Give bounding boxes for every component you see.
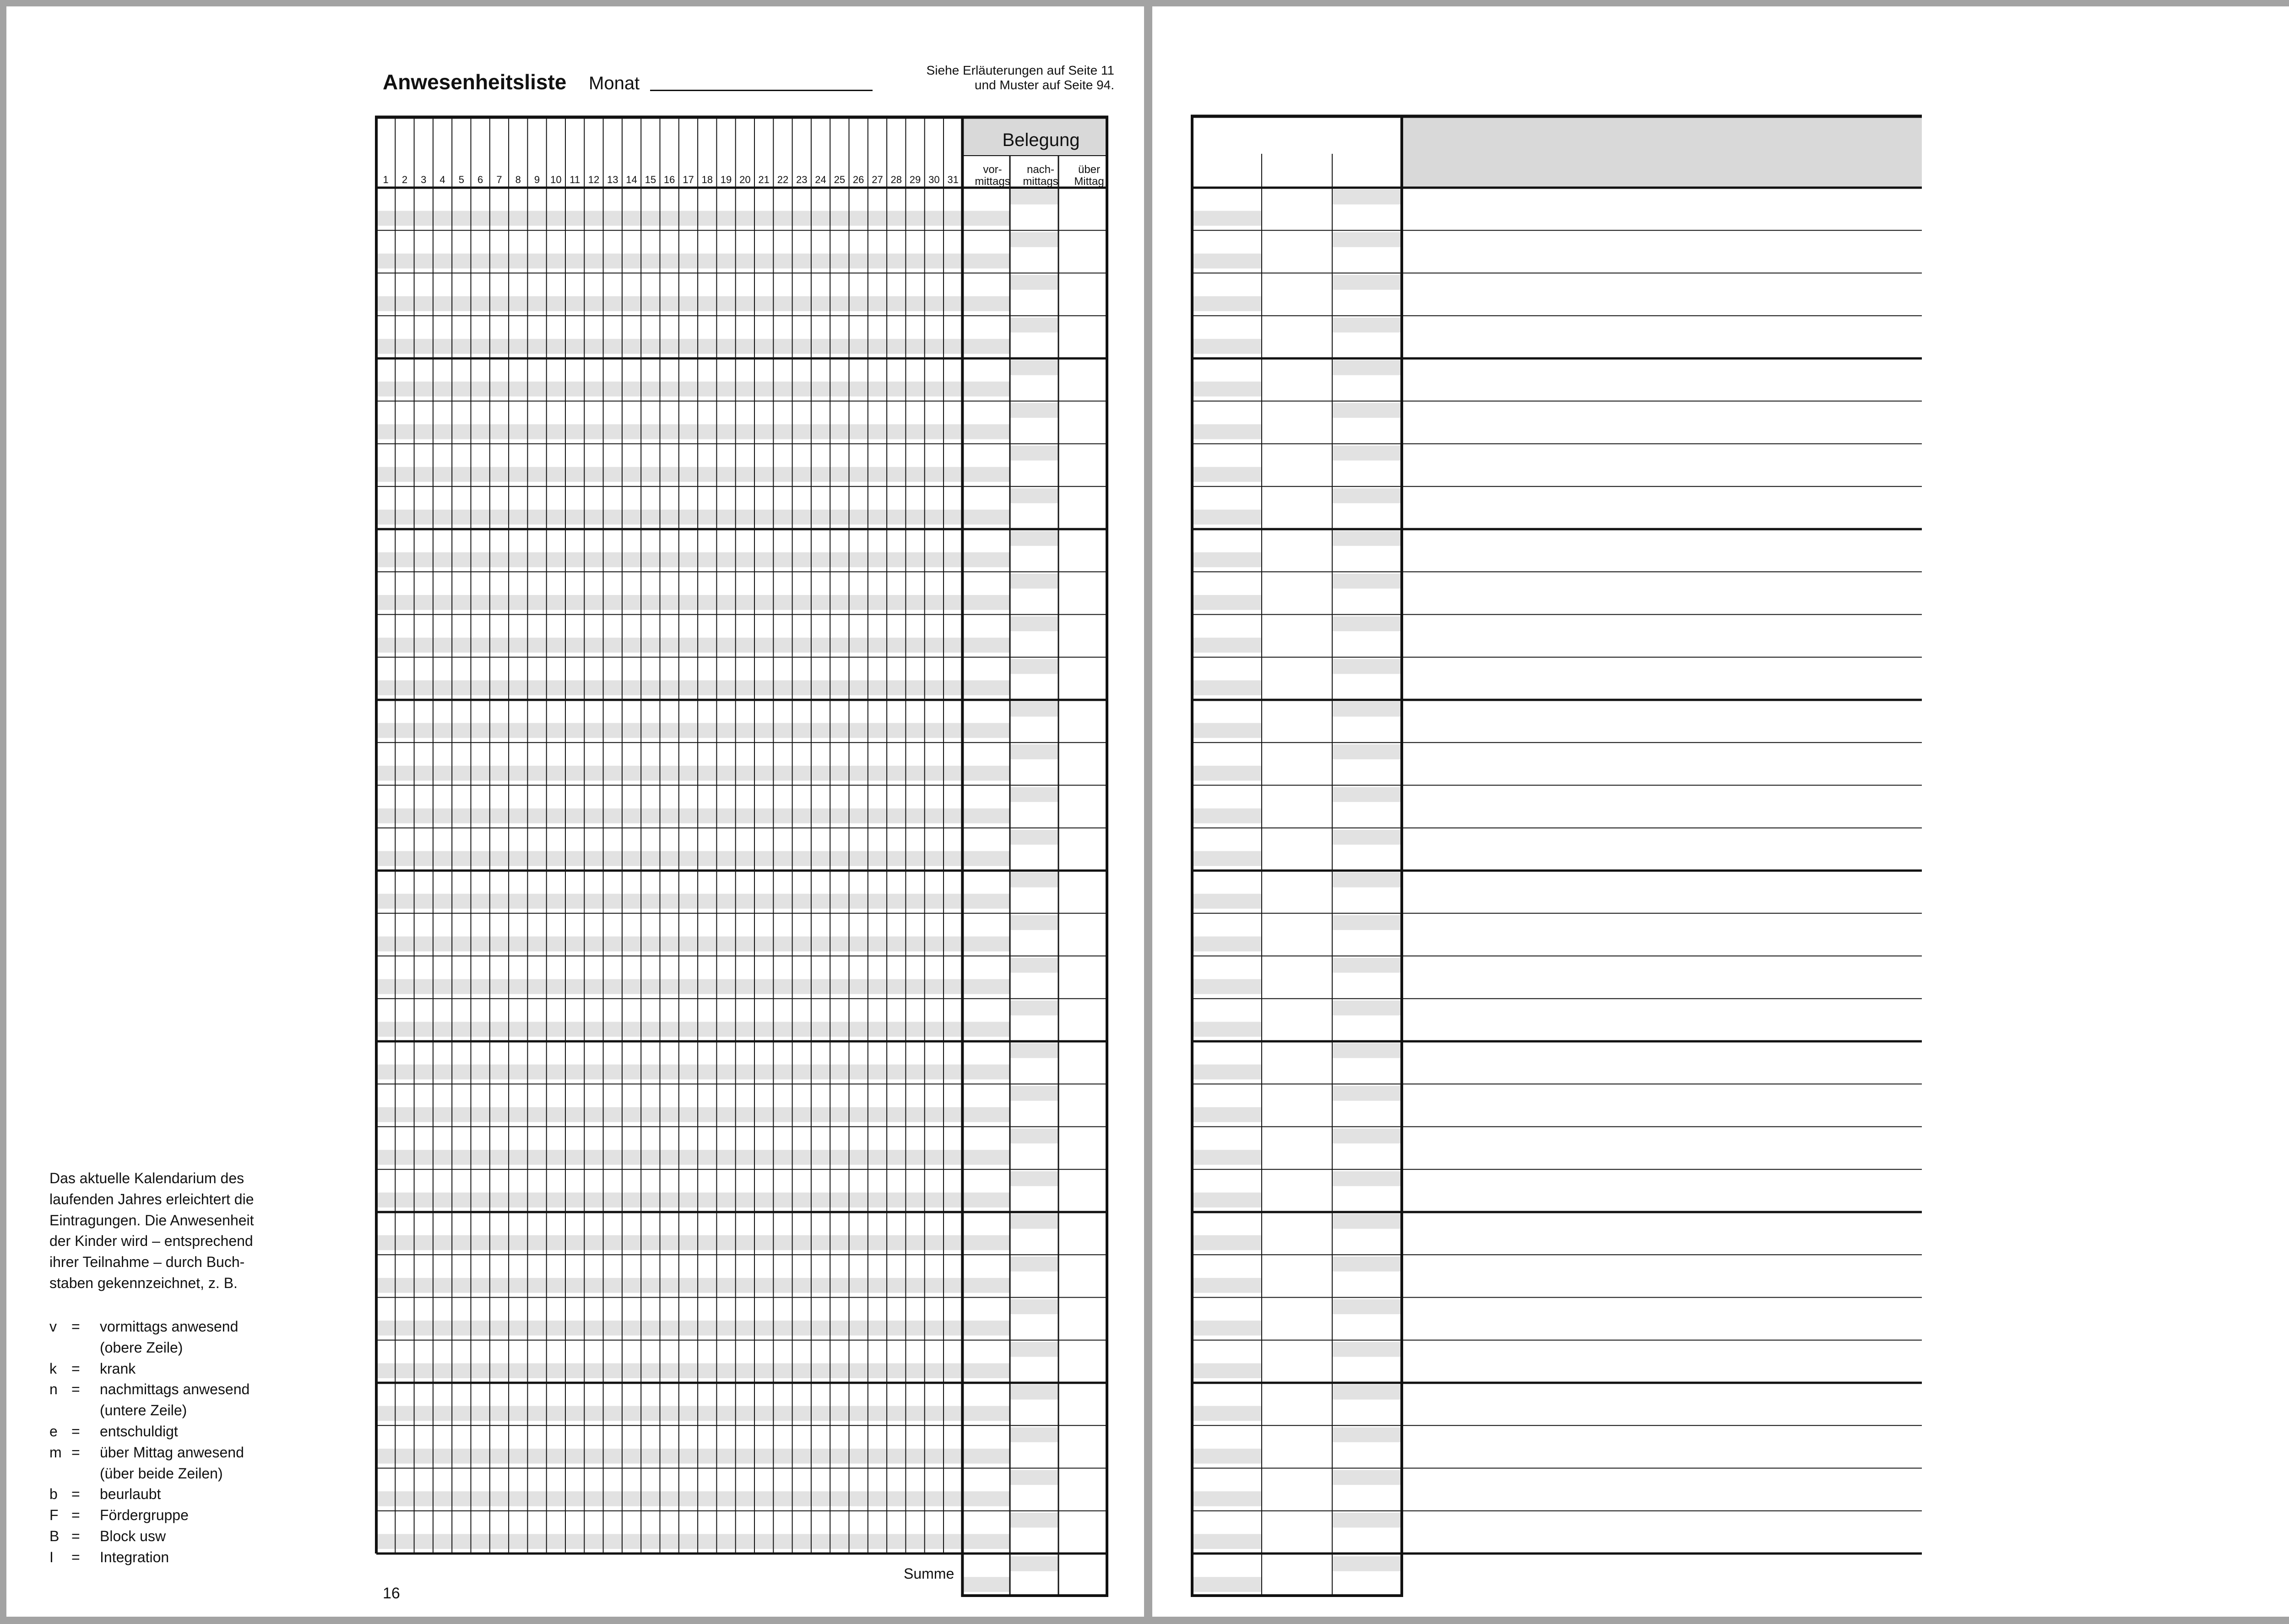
day-number: 5 [458, 174, 464, 185]
legend-text: Fördergruppe [100, 1507, 189, 1524]
legend-equals: = [71, 1486, 80, 1503]
day-number: 9 [534, 174, 540, 185]
nachmittags-shade [1010, 830, 1058, 845]
diary-grid [1152, 6, 2289, 1617]
rating-shade-lower [1192, 1406, 1262, 1421]
rating-shade-lower [1192, 937, 1262, 952]
day-number: 12 [588, 174, 600, 185]
rating-shade-lower [1192, 680, 1262, 695]
nachmittags-shade [1010, 574, 1058, 589]
nachmittags-shade [1010, 275, 1058, 290]
day-number: 26 [852, 174, 864, 185]
nachmittags-shade [1010, 1342, 1058, 1357]
day-shade-row [376, 1192, 962, 1207]
rating-shade-lower [1192, 467, 1262, 482]
legend-equals: = [71, 1548, 80, 1565]
rating-shade-lower [1192, 851, 1262, 866]
rating-shade-upper [1332, 1129, 1402, 1144]
vormittags-shade [962, 1065, 1010, 1080]
legend-key: b [49, 1486, 58, 1503]
attendance-grid [6, 6, 1144, 1617]
rating-shade-upper [1332, 1043, 1402, 1058]
nachmittags-shade [1010, 446, 1058, 461]
rating-shade-lower [1192, 254, 1262, 269]
nachmittags-shade [1010, 1214, 1058, 1229]
rating-shade-upper [1332, 574, 1402, 589]
nachmittags-shade [1010, 1086, 1058, 1101]
day-shade-row [376, 1449, 962, 1464]
rating-shade-upper [1332, 232, 1402, 247]
rating-shade-upper [1332, 360, 1402, 375]
vormittags-shade [962, 808, 1010, 823]
nachmittags-shade [1010, 915, 1058, 930]
vormittags-shade [962, 382, 1010, 397]
nachmittags-shade [1010, 702, 1058, 717]
day-shade-row [376, 211, 962, 226]
sum-nachmittags-shade [1010, 1556, 1058, 1571]
legend-equals: = [71, 1381, 80, 1398]
day-number: 21 [758, 174, 770, 185]
rating-shade-upper [1332, 189, 1402, 205]
day-number: 31 [947, 174, 959, 185]
day-number: 1 [383, 174, 389, 185]
belegung-col-vormittags: vor- mittags [975, 163, 1010, 188]
nachmittags-shade [1010, 360, 1058, 375]
rating-shade-upper [1332, 1427, 1402, 1442]
nachmittags-shade [1010, 787, 1058, 802]
day-number: 4 [439, 174, 445, 185]
belegung-col-nachmittags: nach- mittags [1023, 163, 1058, 188]
vormittags-shade [962, 1107, 1010, 1122]
day-shade-row [376, 851, 962, 866]
legend-text: (untere Zeile) [100, 1402, 187, 1419]
nachmittags-shade [1010, 1043, 1058, 1058]
vormittags-shade [962, 339, 1010, 354]
day-shade-row [376, 467, 962, 482]
nachmittags-shade [1010, 403, 1058, 418]
day-shade-row [376, 894, 962, 909]
rating-shade-upper [1332, 1171, 1402, 1186]
day-shade-row [376, 1321, 962, 1336]
nachmittags-shade [1010, 1256, 1058, 1272]
rating-shade-upper [1332, 1556, 1402, 1571]
rating-shade-upper [1332, 659, 1402, 674]
day-number: 6 [477, 174, 483, 185]
nachmittags-shade [1010, 958, 1058, 973]
rating-shade-upper [1332, 1299, 1402, 1315]
day-number: 22 [777, 174, 789, 185]
day-shade-row [376, 1534, 962, 1549]
legend-equals: = [71, 1360, 80, 1377]
rating-shade-lower [1192, 1235, 1262, 1250]
vormittags-shade [962, 979, 1010, 994]
rating-shade-upper [1332, 446, 1402, 461]
day-number: 30 [928, 174, 940, 185]
rating-shade-lower [1192, 1534, 1262, 1549]
sum-vormittags-shade [962, 1577, 1010, 1592]
rating-shade-lower [1192, 1150, 1262, 1165]
rating-shade-upper [1332, 830, 1402, 845]
day-shade-row [376, 339, 962, 354]
rating-shade-lower [1192, 211, 1262, 226]
rating-shade-upper [1332, 872, 1402, 888]
vormittags-shade [962, 894, 1010, 909]
day-shade-row [376, 382, 962, 397]
day-shade-row [376, 1235, 962, 1250]
legend-equals: = [71, 1444, 80, 1461]
legend-text: (über beide Zeilen) [100, 1465, 223, 1482]
vormittags-shade [962, 254, 1010, 269]
nachmittags-shade [1010, 744, 1058, 759]
legend-key: m [49, 1444, 62, 1461]
legend-text: beurlaubt [100, 1486, 161, 1503]
nachmittags-shade [1010, 872, 1058, 888]
rating-shade-upper [1332, 702, 1402, 717]
legend-text: krank [100, 1360, 136, 1377]
rating-shade-upper [1332, 1342, 1402, 1357]
rating-shade-lower [1192, 552, 1262, 568]
legend-equals: = [71, 1507, 80, 1524]
rating-shade-upper [1332, 1256, 1402, 1272]
page-title: Anwesenheitsliste [383, 70, 567, 94]
day-shade-row [376, 509, 962, 525]
legend-key: F [49, 1507, 59, 1524]
vormittags-shade [962, 552, 1010, 568]
rating-shade-lower [1192, 723, 1262, 738]
legend-equals: = [71, 1318, 80, 1335]
rating-shade-upper [1332, 915, 1402, 930]
rating-shade-lower [1192, 382, 1262, 397]
rating-shade-lower [1192, 979, 1262, 994]
day-shade-row [376, 595, 962, 610]
rating-shade-lower [1192, 1192, 1262, 1207]
reference-note: Siehe Erläuterungen auf Seite 11 und Muster auf Seite 94. [926, 63, 1114, 92]
day-shade-row [376, 1065, 962, 1080]
nachmittags-shade [1010, 1513, 1058, 1528]
vormittags-shade [962, 1278, 1010, 1293]
nachmittags-shade [1010, 1385, 1058, 1400]
vormittags-shade [962, 1192, 1010, 1207]
rating-shade-lower [1192, 766, 1262, 781]
vormittags-shade [962, 937, 1010, 952]
day-shade-row [376, 680, 962, 695]
diary-header-fill [1402, 116, 1922, 188]
nachmittags-shade [1010, 232, 1058, 247]
rating-shade-lower [1192, 1363, 1262, 1378]
legend-equals: = [71, 1423, 80, 1440]
legend-equals: = [71, 1527, 80, 1544]
vormittags-shade [962, 680, 1010, 695]
day-number: 27 [872, 174, 883, 185]
legend-text: Integration [100, 1548, 169, 1565]
day-shade-row [376, 1278, 962, 1293]
day-number: 10 [550, 174, 562, 185]
rating-shade-upper [1332, 403, 1402, 418]
day-shade-row [376, 808, 962, 823]
day-shade-row [376, 552, 962, 568]
nachmittags-shade [1010, 318, 1058, 333]
vormittags-shade [962, 1534, 1010, 1549]
legend-key: e [49, 1423, 58, 1440]
day-shade-row [376, 723, 962, 738]
legend-text: nachmittags anwesend [100, 1381, 250, 1398]
day-number: 13 [607, 174, 618, 185]
nachmittags-shade [1010, 617, 1058, 632]
rating-shade-upper [1332, 1086, 1402, 1101]
rating-shade-lower [1192, 296, 1262, 311]
vormittags-shade [962, 766, 1010, 781]
day-number: 8 [515, 174, 521, 185]
rating-shade-lower [1192, 1278, 1262, 1293]
legend-text: entschuldigt [100, 1423, 178, 1440]
day-number: 20 [739, 174, 751, 185]
vormittags-shade [962, 296, 1010, 311]
rating-shade-upper [1332, 744, 1402, 759]
nachmittags-shade [1010, 1470, 1058, 1485]
nachmittags-shade [1010, 1427, 1058, 1442]
day-number: 19 [720, 174, 732, 185]
vormittags-shade [962, 1321, 1010, 1336]
day-number: 3 [421, 174, 427, 185]
day-number: 11 [570, 174, 580, 185]
legend-text: vormittags anwesend [100, 1318, 239, 1335]
day-number: 25 [834, 174, 846, 185]
vormittags-shade [962, 1449, 1010, 1464]
day-number: 7 [496, 174, 502, 185]
rating-shade-upper [1332, 1513, 1402, 1528]
rating-shade-lower [1192, 1107, 1262, 1122]
vormittags-shade [962, 1491, 1010, 1506]
day-shade-row [376, 979, 962, 994]
vormittags-shade [962, 211, 1010, 226]
rating-shade-upper [1332, 958, 1402, 973]
legend-key: v [49, 1318, 57, 1335]
day-number: 18 [701, 174, 713, 185]
day-shade-row [376, 638, 962, 653]
day-shade-row [376, 1150, 962, 1165]
day-shade-row [376, 254, 962, 269]
day-shade-row [376, 1491, 962, 1506]
rating-shade-lower [1192, 1065, 1262, 1080]
day-number: 16 [663, 174, 675, 185]
vormittags-shade [962, 723, 1010, 738]
rating-shade-lower [1192, 424, 1262, 439]
rating-shade-upper [1332, 275, 1402, 290]
vormittags-shade [962, 638, 1010, 653]
month-input-line[interactable] [650, 90, 873, 91]
rating-shade-upper [1332, 1214, 1402, 1229]
legend-key: n [49, 1381, 58, 1398]
rating-shade-upper [1332, 787, 1402, 802]
rating-shade-lower [1192, 1577, 1262, 1592]
rating-shade-lower [1192, 1491, 1262, 1506]
page-number: 16 [383, 1585, 400, 1602]
day-number: 23 [796, 174, 808, 185]
legend-text: Block usw [100, 1527, 166, 1544]
day-number: 29 [909, 174, 921, 185]
day-shade-row [376, 1406, 962, 1421]
day-number: 28 [890, 174, 902, 185]
vormittags-shade [962, 1363, 1010, 1378]
day-shade-row [376, 1022, 962, 1037]
vormittags-shade [962, 509, 1010, 525]
nachmittags-shade [1010, 1129, 1058, 1144]
rating-shade-lower [1192, 1321, 1262, 1336]
nachmittags-shade [1010, 488, 1058, 503]
rating-shade-lower [1192, 894, 1262, 909]
day-shade-row [376, 1363, 962, 1378]
day-number: 2 [401, 174, 408, 185]
day-shade-row [376, 424, 962, 439]
rating-shade-upper [1332, 318, 1402, 333]
rating-shade-lower [1192, 1449, 1262, 1464]
nachmittags-shade [1010, 531, 1058, 546]
legend-key: I [49, 1548, 54, 1565]
rating-shade-upper [1332, 1385, 1402, 1400]
day-number: 17 [683, 174, 694, 185]
nachmittags-shade [1010, 1171, 1058, 1186]
vormittags-shade [962, 1235, 1010, 1250]
vormittags-shade [962, 1022, 1010, 1037]
belegung-header: Belegung [1002, 130, 1080, 150]
vormittags-shade [962, 1150, 1010, 1165]
left-page [6, 6, 1144, 1617]
nachmittags-shade [1010, 189, 1058, 205]
rating-shade-upper [1332, 1470, 1402, 1485]
rating-shade-lower [1192, 339, 1262, 354]
vormittags-shade [962, 424, 1010, 439]
rating-shade-lower [1192, 595, 1262, 610]
info-text: Das aktuelle Kalendarium des laufenden Jahres erleichtert die Eintragungen. Die Anwesenheit der Kinder wird – entsprechend ihrer Teilnahme – durch Buch- staben gekennzeichnet, z. B. [49, 1170, 254, 1291]
rating-shade-upper [1332, 1001, 1402, 1016]
day-shade-row [376, 766, 962, 781]
rating-shade-lower [1192, 638, 1262, 653]
rating-shade-upper [1332, 488, 1402, 503]
day-number: 15 [645, 174, 656, 185]
belegung-col-ueber-mittag: über Mittag [1074, 163, 1104, 188]
nachmittags-shade [1010, 1001, 1058, 1016]
rating-shade-lower [1192, 808, 1262, 823]
legend-key: B [49, 1527, 60, 1544]
vormittags-shade [962, 851, 1010, 866]
day-number: 14 [626, 174, 637, 185]
month-label: Monat [589, 73, 640, 93]
day-shade-row [376, 937, 962, 952]
rating-shade-upper [1332, 531, 1402, 546]
rating-shade-lower [1192, 1022, 1262, 1037]
legend-text: über Mittag anwesend [100, 1444, 244, 1461]
nachmittags-shade [1010, 1299, 1058, 1315]
legend-key: k [49, 1360, 57, 1377]
day-shade-row [376, 1107, 962, 1122]
nachmittags-shade [1010, 659, 1058, 674]
legend-text: (obere Zeile) [100, 1339, 183, 1356]
day-number: 24 [815, 174, 826, 185]
right-page [1152, 6, 2289, 1617]
vormittags-shade [962, 595, 1010, 610]
sum-label: Summe [904, 1565, 955, 1582]
vormittags-shade [962, 1406, 1010, 1421]
rating-shade-lower [1192, 509, 1262, 525]
vormittags-shade [962, 467, 1010, 482]
day-shade-row [376, 296, 962, 311]
rating-shade-upper [1332, 617, 1402, 632]
